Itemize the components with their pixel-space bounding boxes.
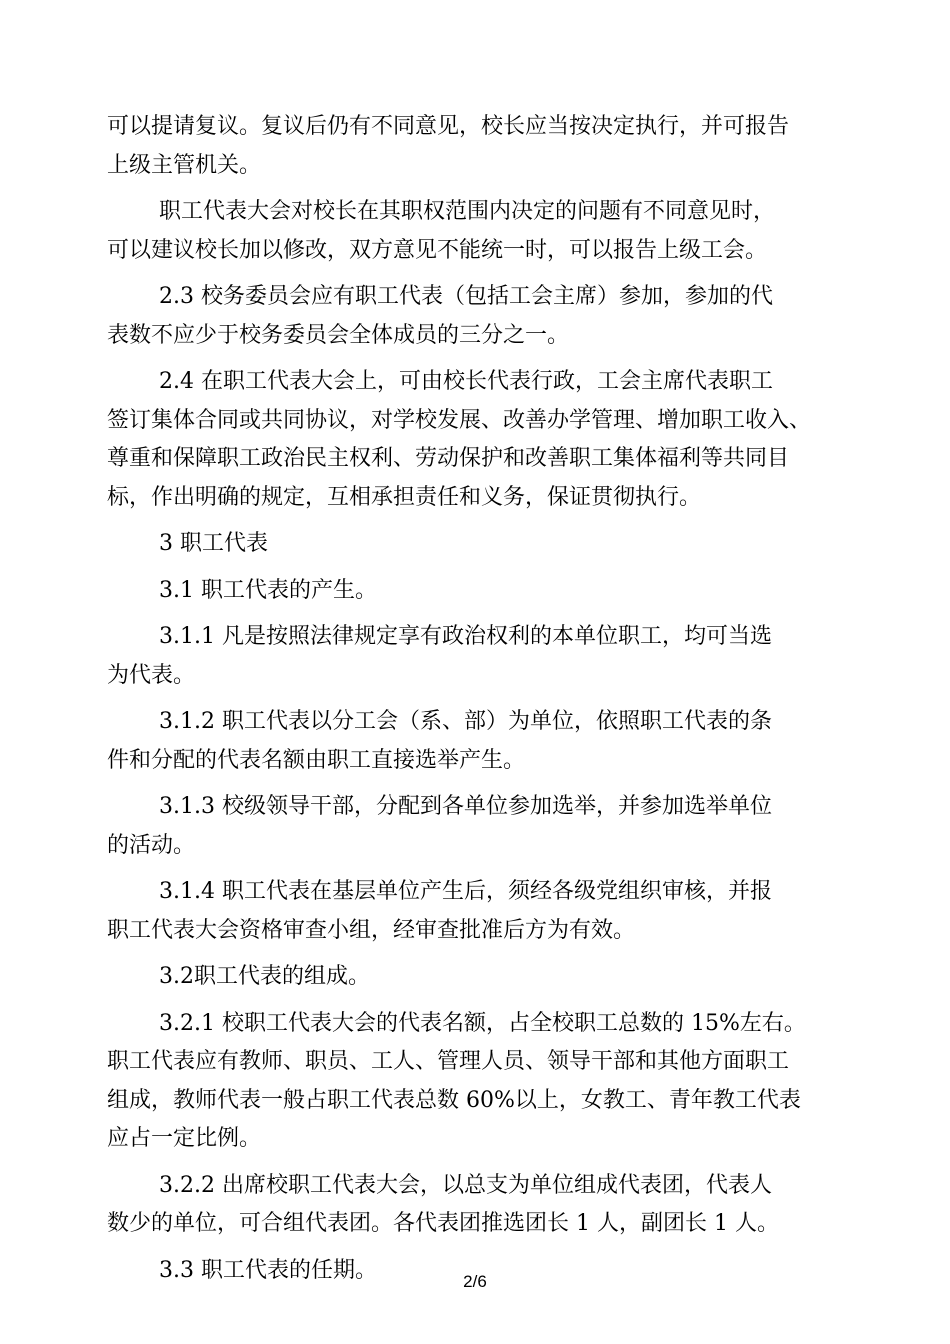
- text-line: 可以提请复议。复议后仍有不同意见，校长应当按决定执行，并可报告: [107, 114, 790, 139]
- text-line: 组成，教师代表一般占职工代表总数 60%以上，女教工、青年教工代表: [107, 1087, 801, 1113]
- page-number: 2/6: [463, 1272, 487, 1291]
- paragraph: [107, 572, 845, 611]
- paragraph: [107, 788, 845, 865]
- paragraph: [107, 618, 845, 695]
- text-line: 3.2.2 出席校职工代表大会，以总支为单位组成代表团，代表人: [159, 1172, 772, 1198]
- text-line: 3.3 职工代表的任期。: [159, 1257, 377, 1283]
- text-line: 职工代表大会资格审查小组，经审查批准后方为有效。: [107, 917, 636, 943]
- text-line: 3.2.1 校职工代表大会的代表名额，占全校职工总数的 15%左右。: [159, 1010, 806, 1036]
- text-line: 表数不应少于校务委员会全体成员的三分之一。: [107, 322, 570, 348]
- paragraph: [107, 958, 845, 997]
- paragraph: [107, 193, 845, 270]
- text-line: 3.1.3 校级领导干部，分配到各单位参加选举，并参加选举单位: [159, 794, 772, 819]
- text-line: 3 职工代表: [159, 531, 268, 556]
- text-line: 签订集体合同或共同协议，对学校发展、改善办学管理、增加职工收入、: [107, 407, 812, 433]
- text-line: 应占一定比例。: [107, 1126, 262, 1151]
- paragraph: [107, 363, 845, 517]
- document-body: [107, 108, 845, 1298]
- text-line: 3.1.2 职工代表以分工会（系、部）为单位，依照职工代表的条: [159, 709, 772, 734]
- text-line: 数少的单位，可合组代表团。各代表团推选团长 1 人，副团长 1 人。: [107, 1211, 779, 1236]
- text-line: 标，作出明确的规定，互相承担责任和义务，保证贯彻执行。: [107, 484, 702, 510]
- paragraph: [107, 1167, 845, 1244]
- text-line: 为代表。: [107, 662, 196, 688]
- text-line: 尊重和保障职工政治民主权利、劳动保护和改善职工集体福利等共同目: [107, 446, 790, 471]
- paragraph: [107, 108, 845, 185]
- text-line: 3.1.4 职工代表在基层单位产生后，须经各级党组织审核，并报: [159, 879, 772, 904]
- paragraph: [107, 873, 845, 950]
- text-line: 件和分配的代表名额由职工直接选举产生。: [107, 747, 526, 773]
- text-line: 3.1.1 凡是按照法律规定享有政治权利的本单位职工，均可当选: [159, 624, 772, 649]
- text-line: 可以建议校长加以修改，双方意见不能统一时，可以报告上级工会。: [107, 237, 768, 263]
- text-line: 2.3 校务委员会应有职工代表（包括工会主席）参加，参加的代: [159, 284, 773, 309]
- text-line: 职工代表大会对校长在其职权范围内决定的问题有不同意见时，: [159, 199, 776, 224]
- text-line: 3.2职工代表的组成。: [159, 964, 370, 989]
- text-line: 的活动。: [107, 832, 196, 858]
- text-line: 上级主管机关。: [107, 152, 262, 178]
- paragraph: [107, 1005, 845, 1159]
- text-line: 2.4 在职工代表大会上，可由校长代表行政，工会主席代表职工: [159, 369, 773, 394]
- paragraph: [107, 703, 845, 780]
- paragraph: [107, 278, 845, 355]
- text-line: 职工代表应有教师、职员、工人、管理人员、领导干部和其他方面职工: [107, 1049, 790, 1074]
- paragraph: [107, 525, 845, 564]
- text-line: 3.1 职工代表的产生。: [159, 577, 377, 603]
